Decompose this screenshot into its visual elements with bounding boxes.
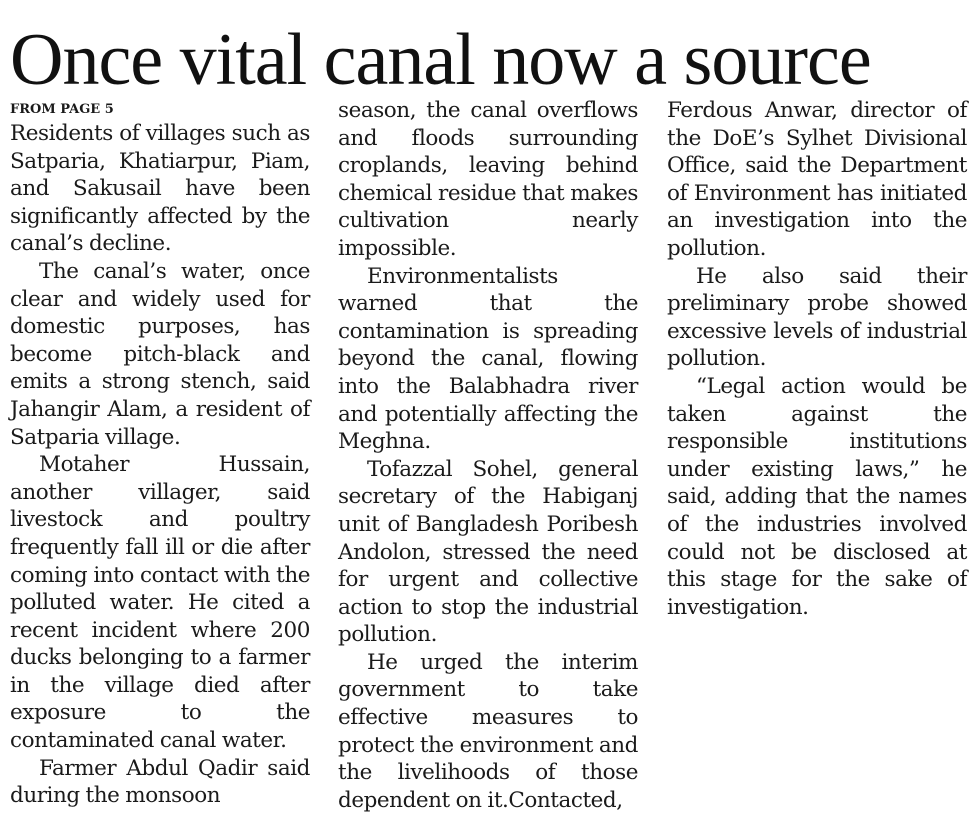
article-column-3 [667,98,967,621]
paragraph: Motaher Hussain, another villager, said livestock and poultry frequently fall ill or die after coming into contact with the polluted water. He cited a recent incident where 200 ducks belonging to a farmer in the village died after exposure to the contaminated canal water. [10,452,310,754]
headline: Once vital canal now a source [10,19,871,101]
article-column-1 [10,101,310,810]
paragraph: He urged the interim government to take effective measures to protect the environment and the livelihoods of those dependent on it.Contacted, [338,649,638,813]
paragraph: season, the canal overflows and floods surrounding croplands, leaving behind chemical residue that makes cultivation nearly impossible. [338,98,638,261]
article-column-2 [338,98,638,814]
paragraph: The canal’s water, once clear and widely used for domestic purposes, has become pitch-black and emits a strong stench, said Jahangir Alam, a resident of Satparia village. [10,258,310,450]
paragraph: Environmentalists warned that the contamination is spreading beyond the canal, flowing into the Balabhadra river and potentially affecting the Meghna. [338,263,638,455]
paragraph: He also said their preliminary probe showed excessive levels of industrial pollution. [667,263,967,372]
paragraph: “Legal action would be taken against the responsible institutions under existing laws,” he said, adding that the names of the industries involved could not be disclosed at this stage for the sake of investigation. [667,373,967,620]
paragraph: Ferdous Anwar, director of the DoE’s Sylhet Divisional Office, said the Department of Environment has initiated an investigation into the pollution. [667,98,967,261]
paragraph: Residents of villages such as Satparia, Khatiarpur, Piam, and Sakusail have been significantly affected by the canal’s decline. [10,121,310,257]
paragraph: Farmer Abdul Qadir said during the monsoon [10,755,310,809]
continuation-kicker: FROM PAGE 5 [10,102,114,117]
paragraph: Tofazzal Sohel, general secretary of the Habiganj unit of Bangladesh Poribesh Andolon, stressed the need for urgent and collective action to stop the industrial pollution. [338,456,638,648]
